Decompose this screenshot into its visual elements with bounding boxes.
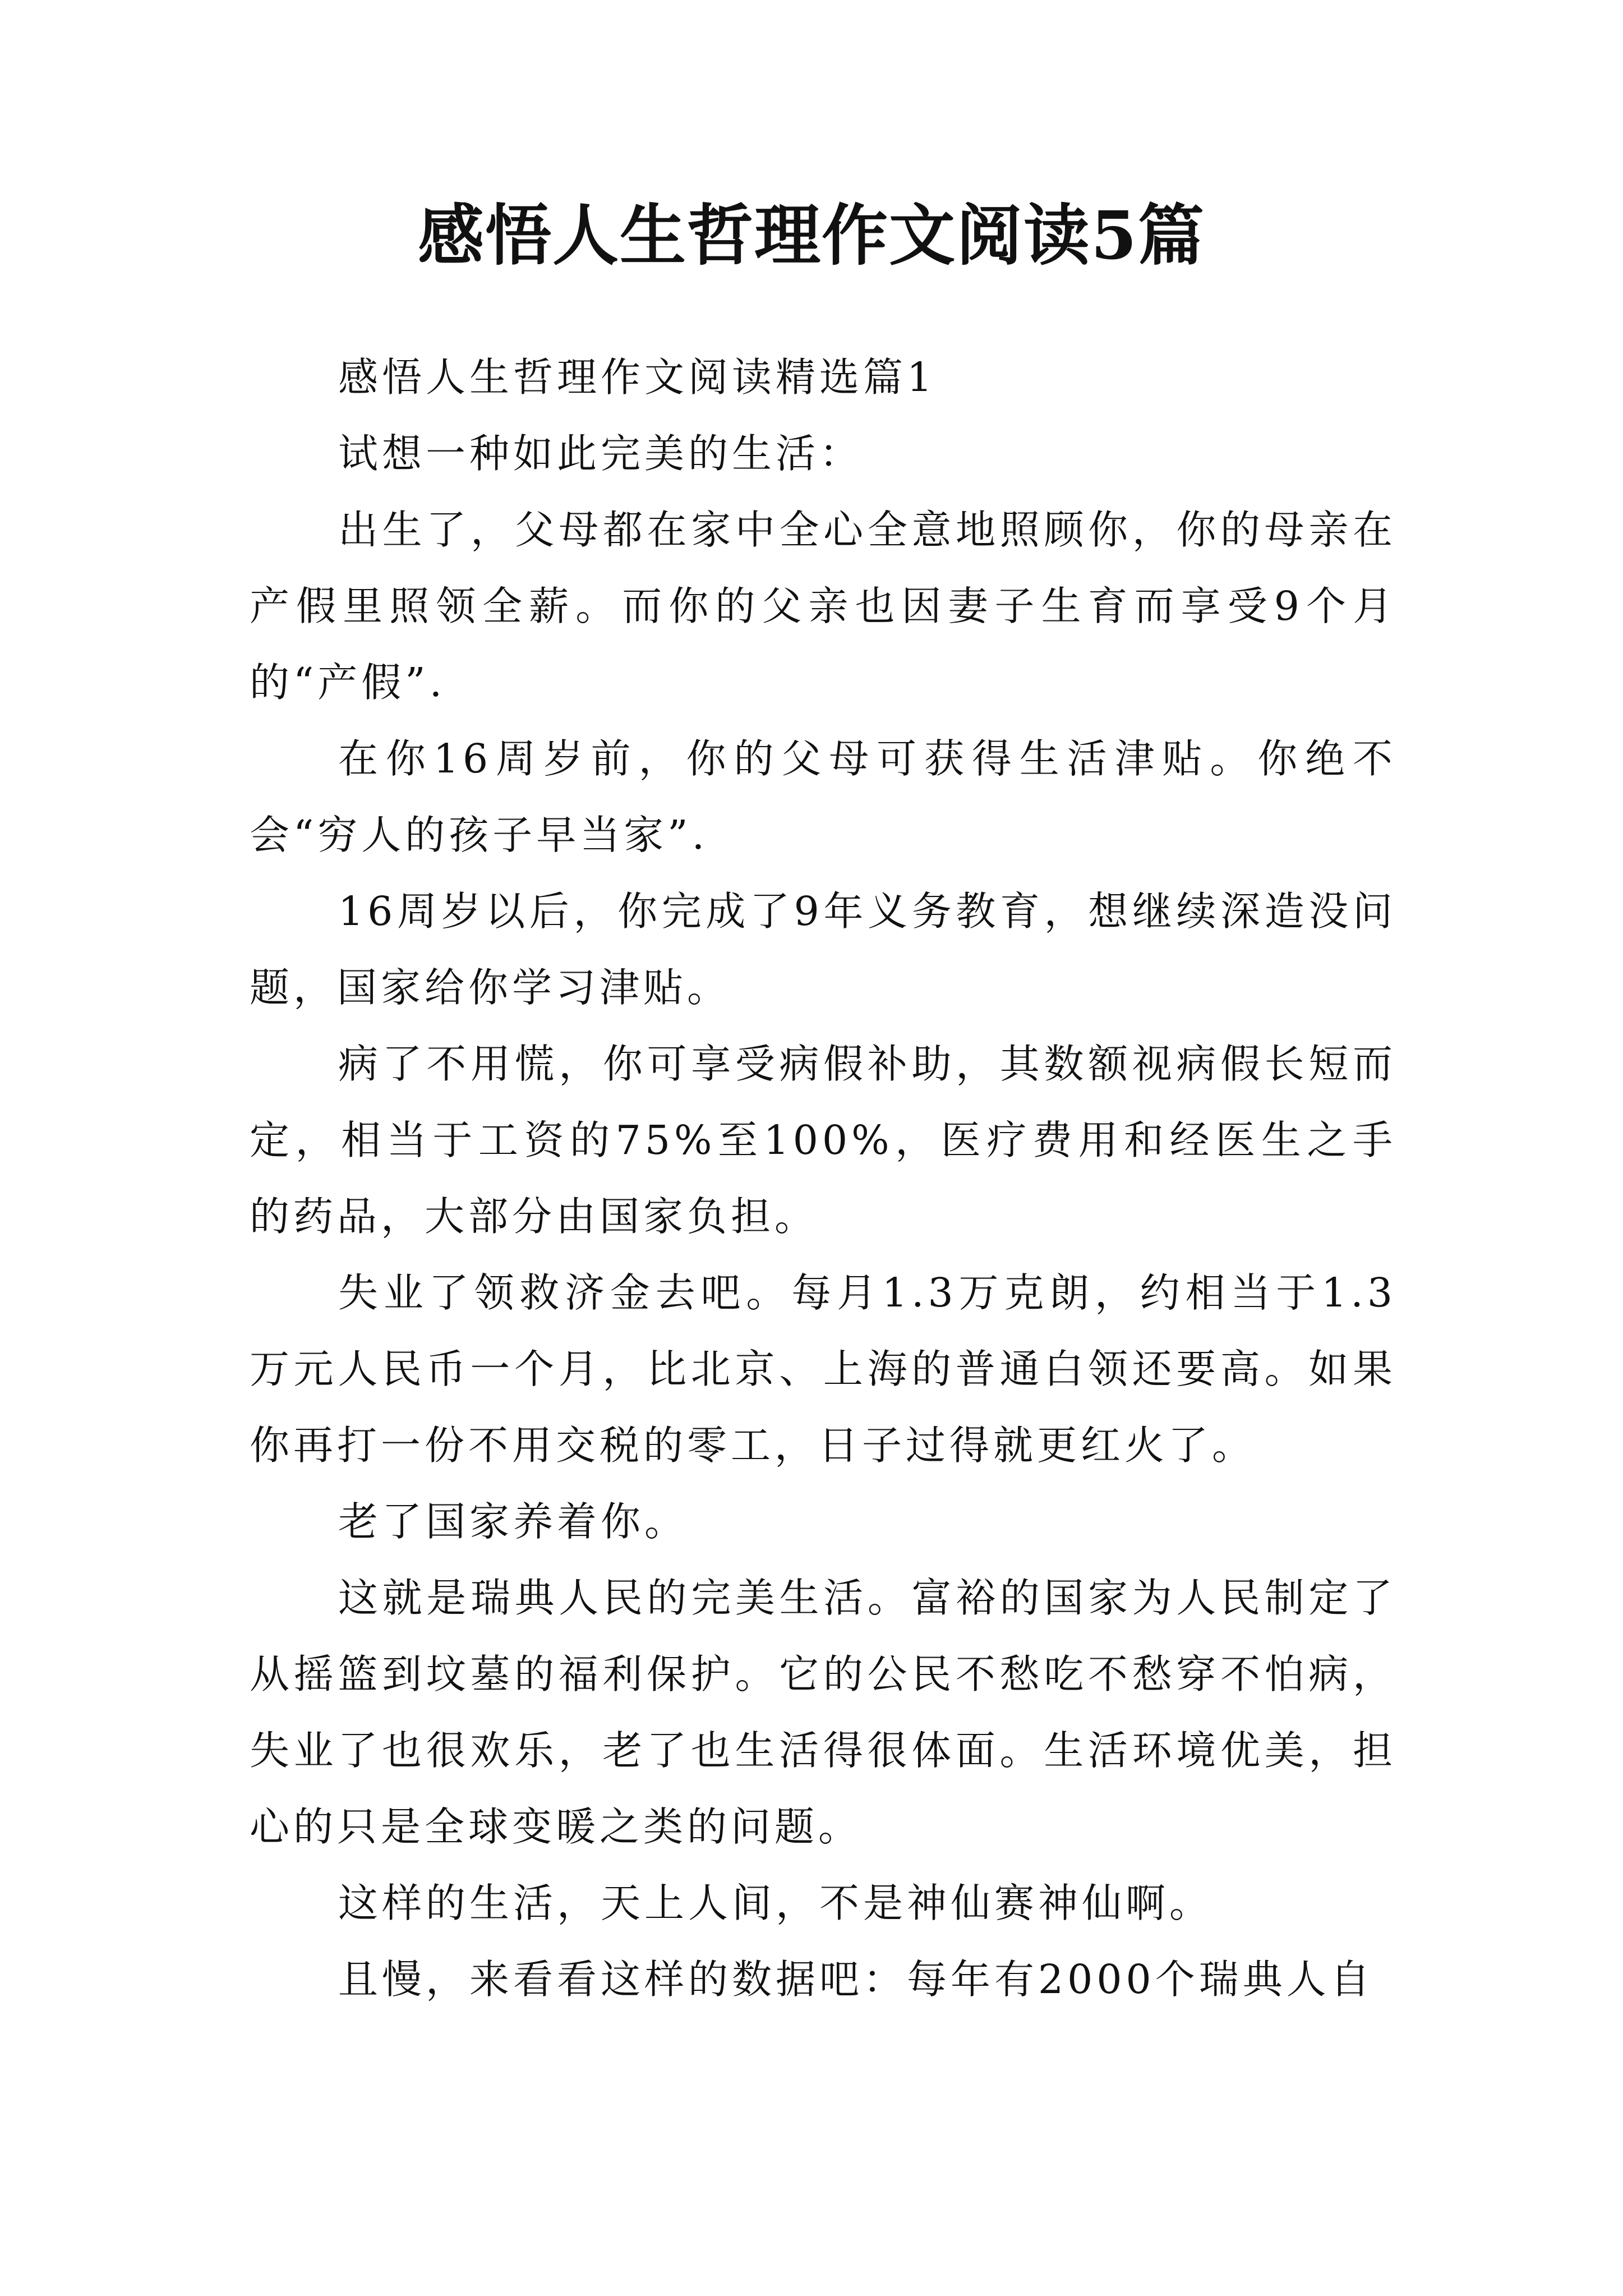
paragraph: 这样的生活，天上人间，不是神仙赛神仙啊。 [338,1880,1214,1926]
paragraph: 这就是瑞典人民的完美生活。富裕的国家为人民制定了从摇篮到坟墓的福利保护。它的公民不愁吃不愁穿不怕病，失业了也很欢乐，老了也生活得很体面。生活环境优美，担心的只是全球变暖之类的问题。 [250,1575,1396,1850]
paragraph: 老了国家养着你。 [338,1498,689,1545]
paragraph: 在你16周岁前，你的父母可获得生活津贴。你绝不会“穷人的孩子早当家”. [250,735,1396,858]
paragraph: 失业了领救济金去吧。每月1.3万克朗，约相当于1.3万元人民币一个月，比北京、上海的普通白领还要高。如果你再打一份不用交税的零工，日子过得就更红火了。 [250,1269,1396,1469]
section-heading: 感悟人生哲理作文阅读精选篇1 [338,354,937,401]
paragraph: 病了不用慌，你可享受病假补助，其数额视病假长短而定，相当于工资的75%至100%，医疗费用和经医生之手的药品，大部分由国家负担。 [250,1041,1396,1240]
paragraph: 试想一种如此完美的生活： [338,430,864,477]
paragraph: 16周岁以后，你完成了9年义务教育，想继续深造没问题，国家给你学习津贴。 [250,888,1396,1011]
paragraph: 且慢，来看看这样的数据吧：每年有2000个瑞典人自 [338,1956,1374,2003]
document-body [250,339,1396,2018]
document-title: 感悟人生哲理作文阅读5篇 [417,196,1206,274]
paragraph: 出生了，父母都在家中全心全意地照顾你，你的母亲在产假里照领全薪。而你的父亲也因妻子生育而享受9个月的“产假”. [250,507,1396,706]
